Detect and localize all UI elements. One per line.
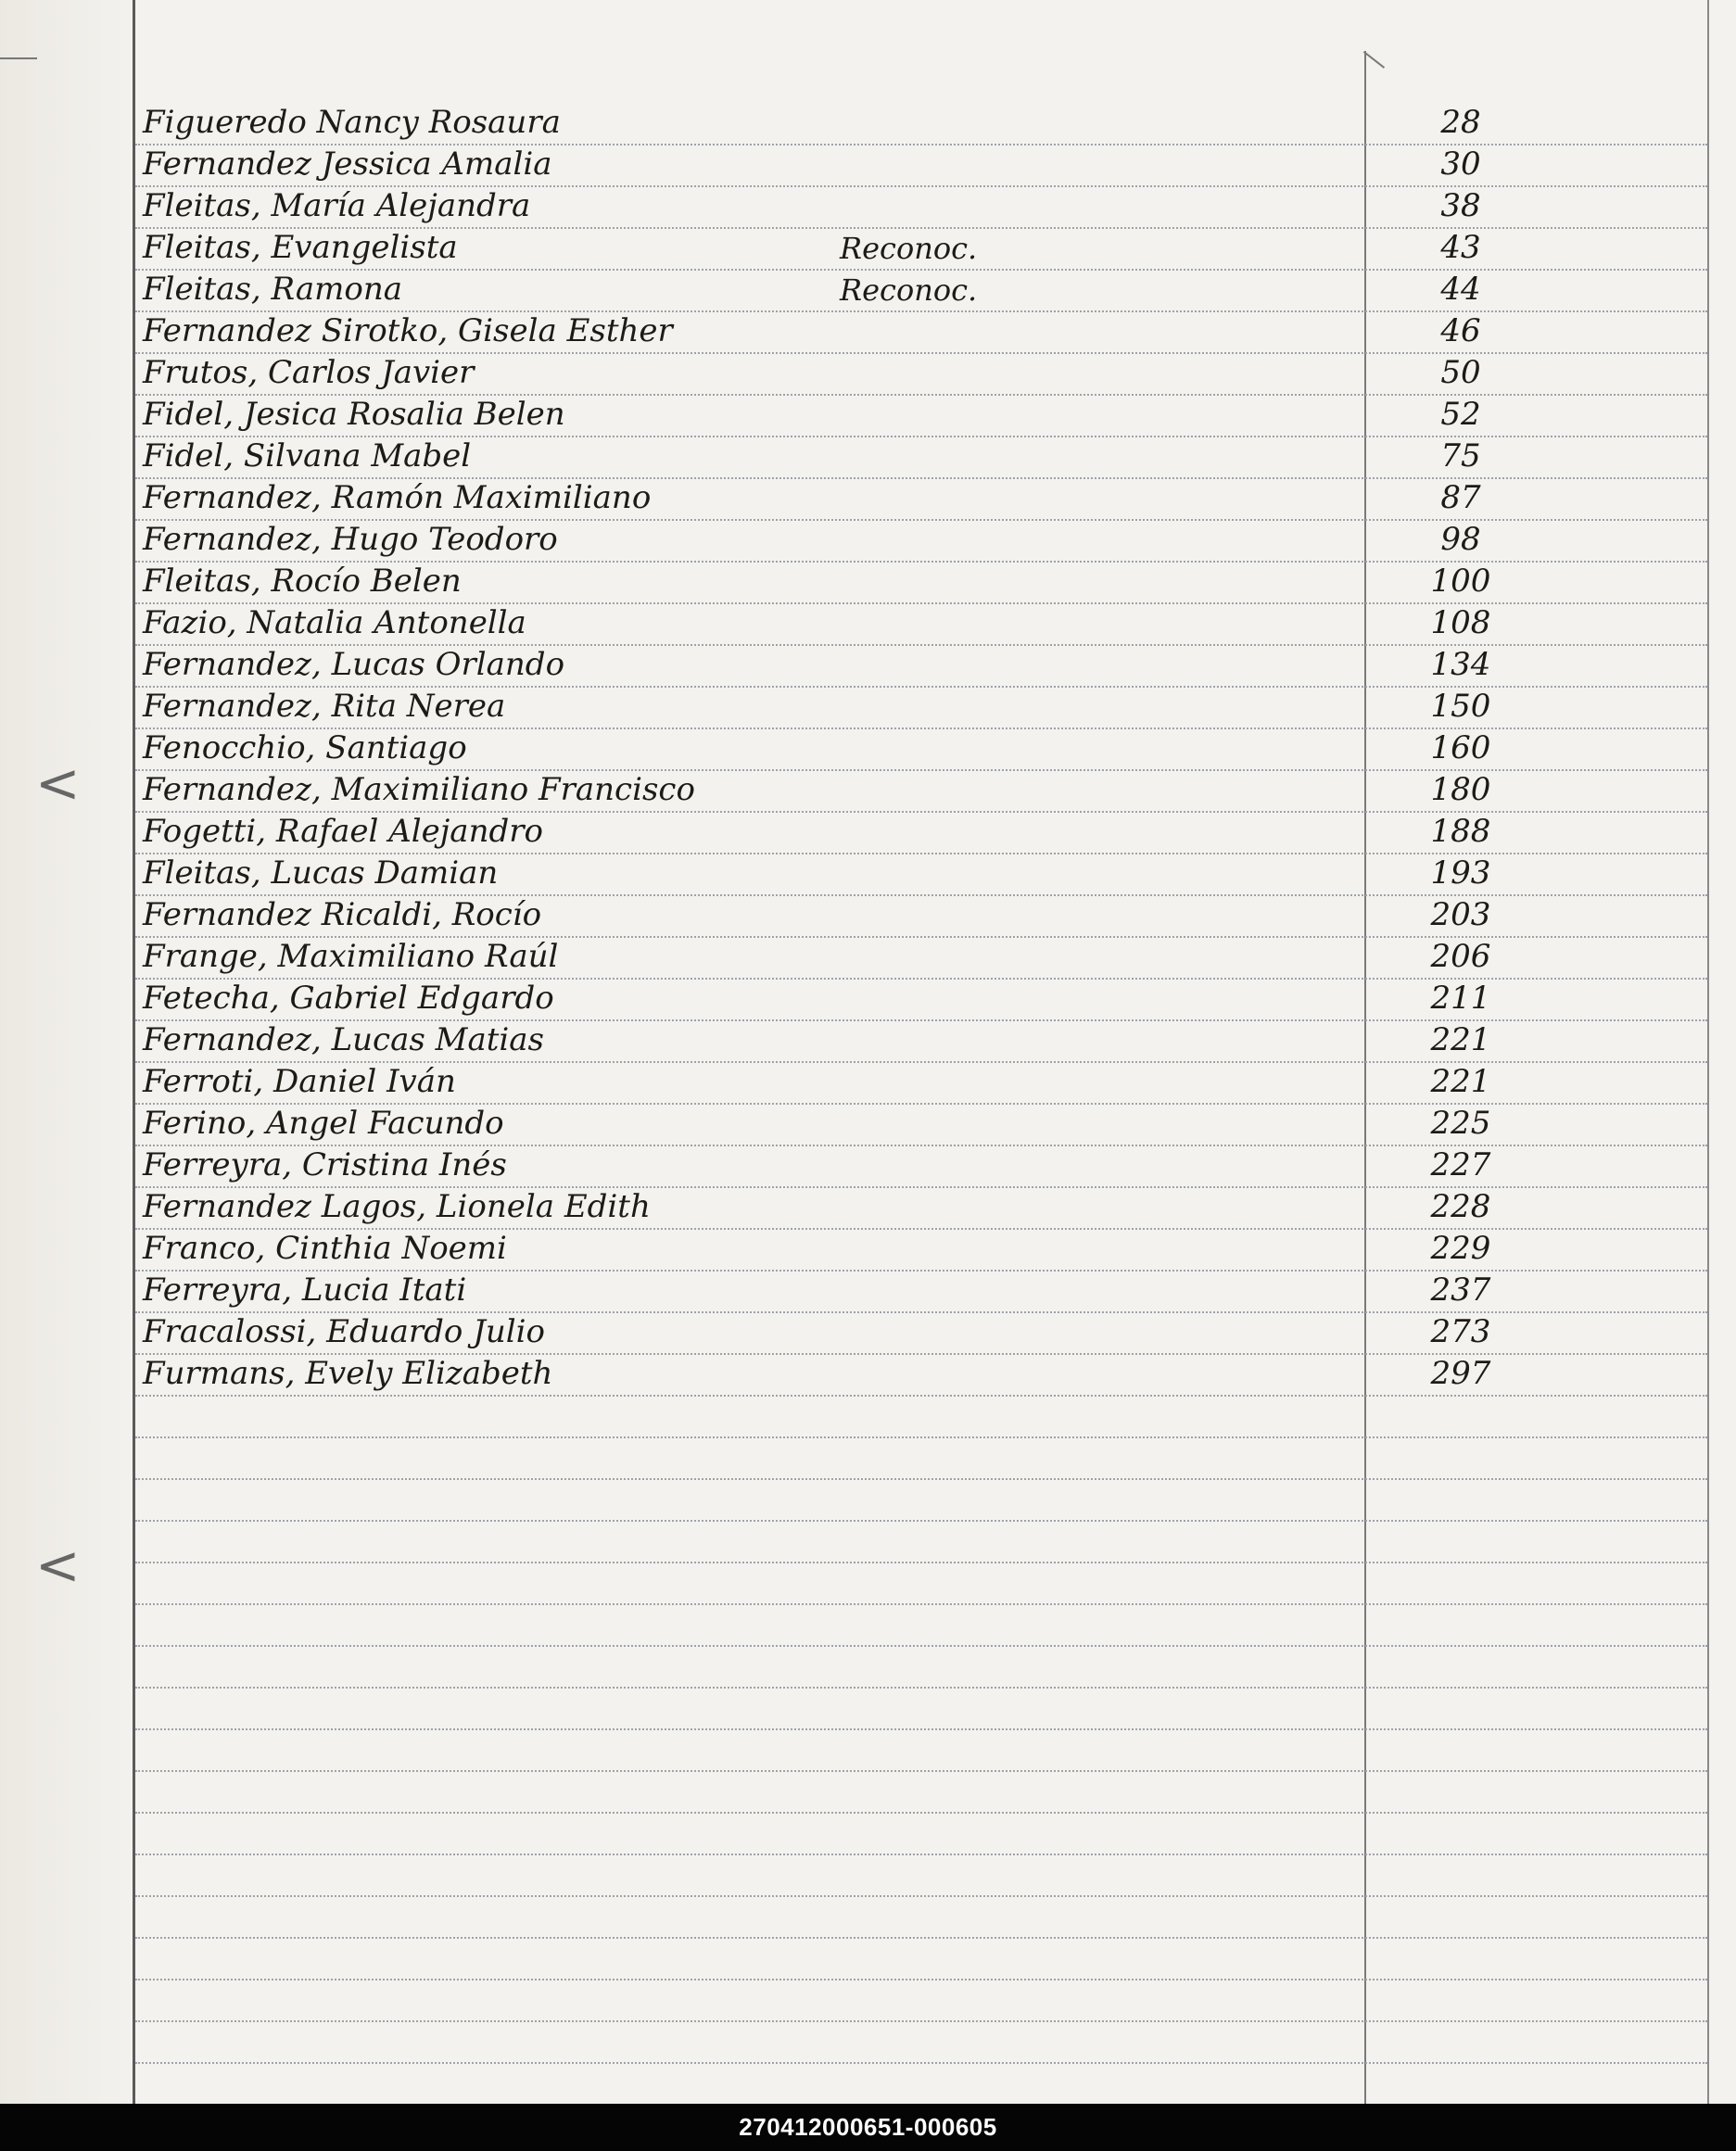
entry-page-number: 134 [1430,646,1491,683]
entry-page-number: 87 [1440,479,1481,516]
entry-page-number: 237 [1430,1272,1491,1309]
entry-row [135,937,1707,980]
entry-row [135,270,1707,312]
entry-row [135,979,1707,1021]
binding-notch-lower: < [35,1534,81,1597]
entry-row [135,186,1707,229]
entry-page-number: 180 [1430,771,1491,808]
entry-name: Fleitas, Rocío Belen [143,563,462,600]
entry-name: Ferino, Angel Facundo [143,1105,504,1142]
entry-page-number: 98 [1440,521,1481,558]
entry-name: Furmans, Evely Elizabeth [143,1355,553,1392]
entry-row [135,645,1707,688]
entry-page-number: 108 [1430,604,1491,641]
entry-page-number: 273 [1430,1313,1491,1350]
entry-name: Ferroti, Daniel Iván [143,1063,456,1100]
entry-name: Fernandez Sirotko, Gisela Esther [143,312,673,349]
entry-row [135,103,1707,146]
entry-row [135,1354,1707,1397]
entry-name: Fernandez, Maximiliano Francisco [143,771,695,808]
entry-name: Fleitas, María Alejandra [143,187,531,224]
entry-row [135,228,1707,271]
entry-page-number: 38 [1440,187,1481,224]
entry-page-number: 206 [1430,938,1491,975]
document-id: 270412000651-000605 [739,2113,997,2141]
entry-name: Fernandez, Rita Nerea [143,688,506,725]
blank-ruled-line [135,2021,1707,2064]
blank-ruled-line [135,1688,1707,1730]
entry-row [135,812,1707,854]
entry-name: Fazio, Natalia Antonella [143,604,526,641]
entry-row [135,353,1707,396]
blank-ruled-line [135,1771,1707,1814]
entry-row [135,1271,1707,1313]
entry-row [135,311,1707,354]
entry-name: Fleitas, Evangelista [143,229,458,266]
entry-page-number: 297 [1430,1355,1491,1392]
entry-name: Ferreyra, Cristina Inés [143,1146,507,1183]
entry-name: Fleitas, Lucas Damian [143,854,499,892]
entry-page-number: 193 [1430,854,1491,892]
blank-ruled-line [135,1604,1707,1647]
binding-notch-upper: < [35,752,81,815]
blank-ruled-line [135,1521,1707,1563]
entry-name: Fracalossi, Eduardo Julio [143,1313,545,1350]
entry-row [135,395,1707,437]
entry-name: Fetecha, Gabriel Edgardo [143,980,554,1017]
entry-row [135,687,1707,729]
entry-page-number: 211 [1430,980,1491,1017]
entry-page-number: 221 [1430,1021,1491,1058]
entry-page-number: 43 [1440,229,1481,266]
blank-ruled-line [135,1646,1707,1689]
entry-name: Frutos, Carlos Javier [143,354,475,391]
entry-name: Ferreyra, Lucia Itati [143,1272,467,1309]
entry-row [135,1312,1707,1355]
entry-row [135,478,1707,521]
blank-ruled-line [135,1479,1707,1522]
entry-page-number: 100 [1430,563,1491,600]
entry-name: Fidel, Jesica Rosalia Belen [143,396,565,433]
entry-page-number: 75 [1440,437,1481,474]
entry-name: Fernandez, Hugo Teodoro [143,521,558,558]
entry-page-number: 150 [1430,688,1491,725]
entry-name: Fenocchio, Santiago [143,729,467,766]
entry-note: Reconoc. [840,272,978,308]
entry-name: Fidel, Silvana Mabel [143,437,472,474]
entry-name: Figueredo Nancy Rosaura [143,104,561,141]
blank-ruled-line [135,1729,1707,1772]
entry-name: Fernandez, Lucas Matias [143,1021,544,1058]
entry-page-number: 52 [1440,396,1481,433]
entry-row [135,1229,1707,1272]
entry-page-number: 44 [1440,271,1481,308]
blank-ruled-line [135,1813,1707,1855]
entry-row [135,145,1707,187]
entry-row [135,603,1707,646]
entry-page-number: 188 [1430,813,1491,850]
entry-page-number: 221 [1430,1063,1491,1100]
entry-row [135,520,1707,563]
entry-page-number: 28 [1440,104,1481,141]
entry-page-number: 30 [1440,146,1481,183]
entry-page-number: 229 [1430,1230,1491,1267]
entry-page-number: 228 [1430,1188,1491,1225]
document-id-footer [0,2104,1736,2151]
blank-ruled-line [135,1563,1707,1605]
blank-ruled-line [135,1854,1707,1897]
entry-name: Fleitas, Ramona [143,271,402,308]
entry-row [135,437,1707,479]
entry-row [135,895,1707,938]
entry-name: Franco, Cinthia Noemi [143,1230,507,1267]
entry-row [135,1020,1707,1063]
entry-row [135,854,1707,896]
blank-ruled-line [135,1980,1707,2022]
blank-ruled-line [135,1896,1707,1939]
entry-row [135,770,1707,813]
entry-note: Reconoc. [840,231,978,266]
entry-name: Fernandez, Ramón Maximiliano [143,479,652,516]
entry-name: Frange, Maximiliano Raúl [143,938,559,975]
blank-ruled-line [135,1396,1707,1438]
entry-page-number: 46 [1440,312,1481,349]
entry-row [135,1104,1707,1146]
entry-page-number: 160 [1430,729,1491,766]
entry-page-number: 227 [1430,1146,1491,1183]
entry-name: Fernandez, Lucas Orlando [143,646,565,683]
entry-name: Fernandez Lagos, Lionela Edith [143,1188,651,1225]
entry-row [135,1145,1707,1188]
entry-page-number: 50 [1440,354,1481,391]
entry-row [135,1187,1707,1230]
entry-row [135,562,1707,604]
entry-page-number: 225 [1430,1105,1491,1142]
blank-ruled-line [135,1437,1707,1480]
entry-row [135,1062,1707,1105]
entry-row [135,728,1707,771]
blank-ruled-line [135,1938,1707,1980]
entry-page-number: 203 [1430,896,1491,933]
entry-name: Fogetti, Rafael Alejandro [143,813,543,850]
entry-name: Fernandez Ricaldi, Rocío [143,896,542,933]
entry-name: Fernandez Jessica Amalia [143,146,552,183]
